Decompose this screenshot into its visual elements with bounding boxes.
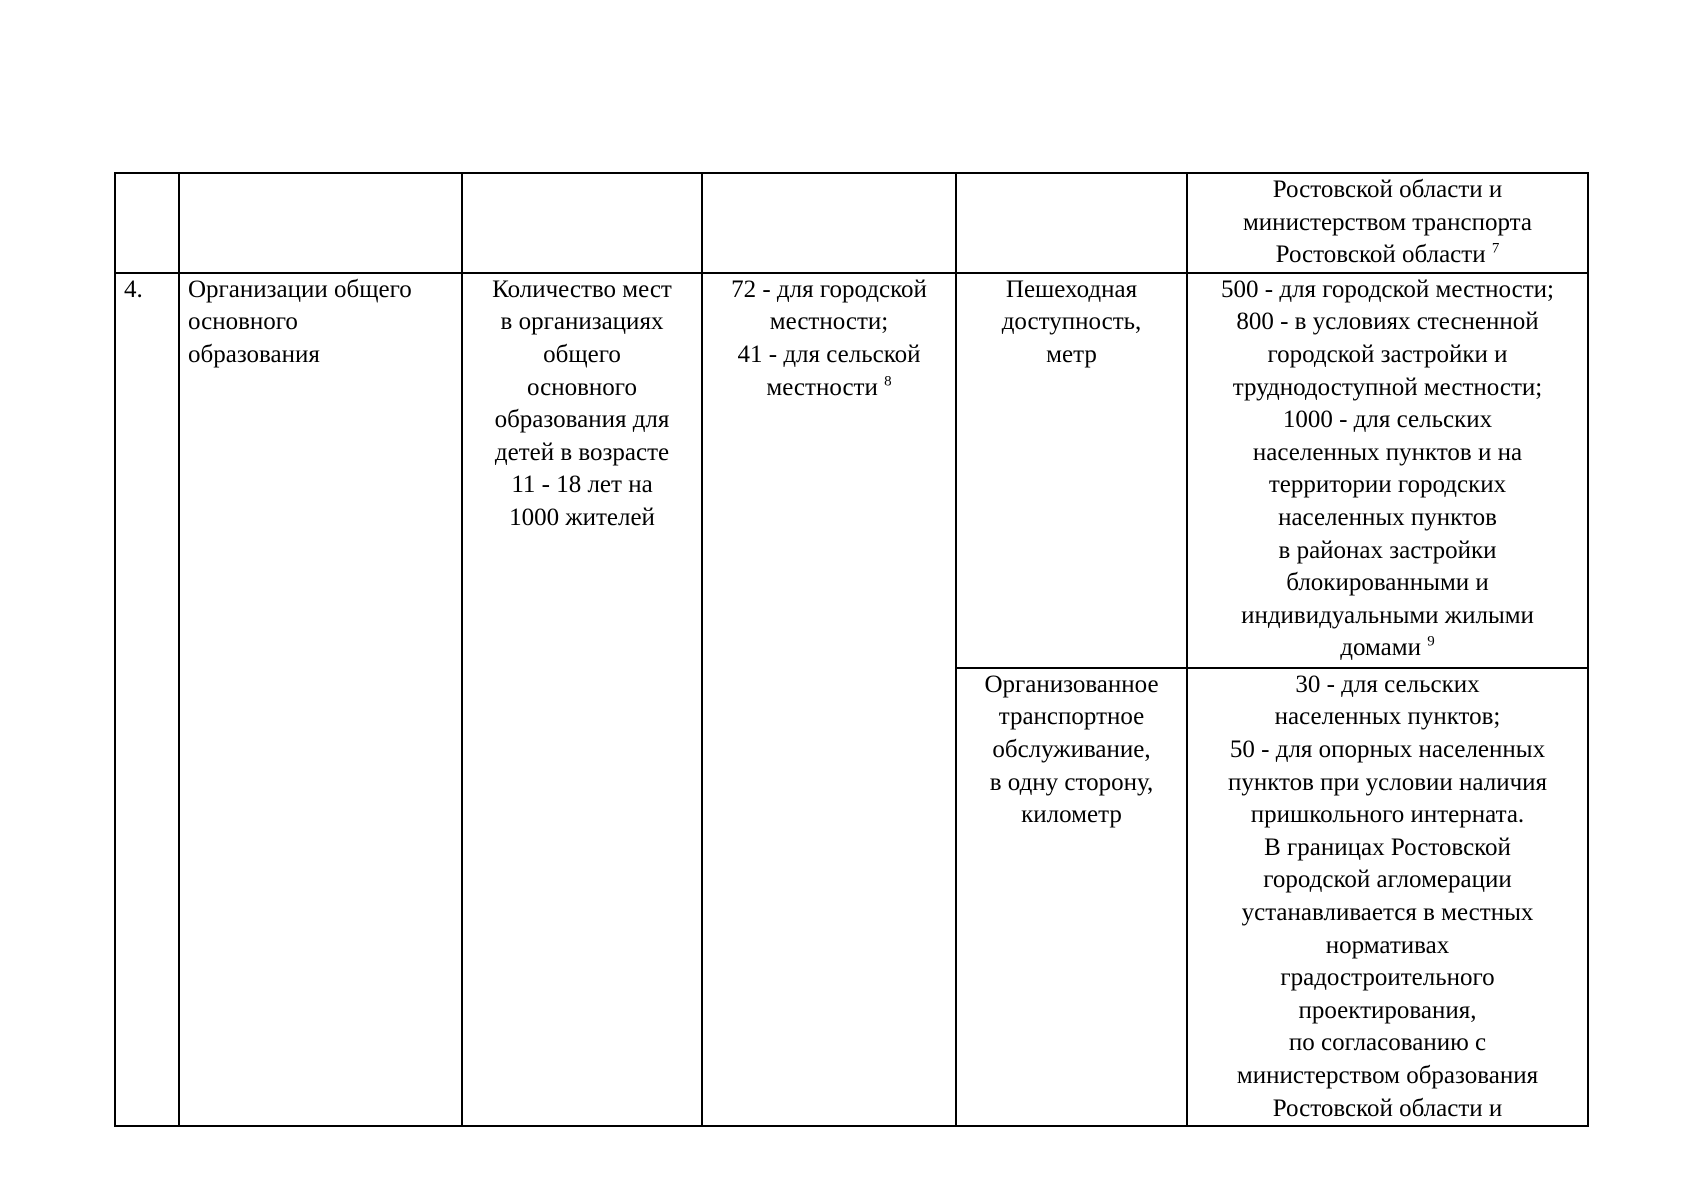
footnote-ref-9: 9 [1427,633,1435,650]
cell-accessibility-empty [956,173,1187,273]
table-row-continued [115,173,1588,273]
cell-indicator: Количество мест в организациях общего основного образования для детей в возрасте 11 - 18 лет на 1000 жителей [462,273,702,1126]
cell-walk-accessibility-value [1187,273,1588,668]
cell-walk-accessibility: Пешеходная доступность, метр [956,273,1187,668]
cell-facility: Организации общего основного образования [179,273,462,1126]
continued-text: Ростовской области и министерством транспорта Ростовской области [1242,176,1532,269]
cell-row-number: 4. [115,273,179,1126]
walk-value-text: 500 - для городской местности; 800 - в условиях стесненной городской застройки и труднодоступной местности; 1000 - для сельских населенных пунктов и на территории городских населенных пунктов в районах застройки блокированными и индивидуальными жилыми домами [1221,275,1554,662]
footnote-ref-7: 7 [1491,240,1500,257]
cell-number-empty [115,173,179,273]
cell-indicator-empty [462,173,702,273]
cell-transport-accessibility: Организованное транспортное обслуживание, в одну сторону, километр [956,668,1187,1126]
cell-continued-text [1187,173,1588,273]
standards-table [114,172,1589,1127]
norm-value-text: 72 - для городской местности; 41 - для сельской местности [731,275,927,401]
footnote-ref-8: 8 [884,373,892,390]
cell-transport-accessibility-value: 30 - для сельских населенных пунктов; 50 - для опорных населенных пунктов при условии наличия пришкольного интерната. В границах Ростовской городской агломерации устанавливается в местных нормативах градостроительного проектирования, по согласованию с министерством образования Ростовской области и [1187,668,1588,1126]
table-row-4 [115,273,1588,668]
cell-norm-value [702,273,956,1126]
cell-facility-empty [179,173,462,273]
cell-norm-empty [702,173,956,273]
